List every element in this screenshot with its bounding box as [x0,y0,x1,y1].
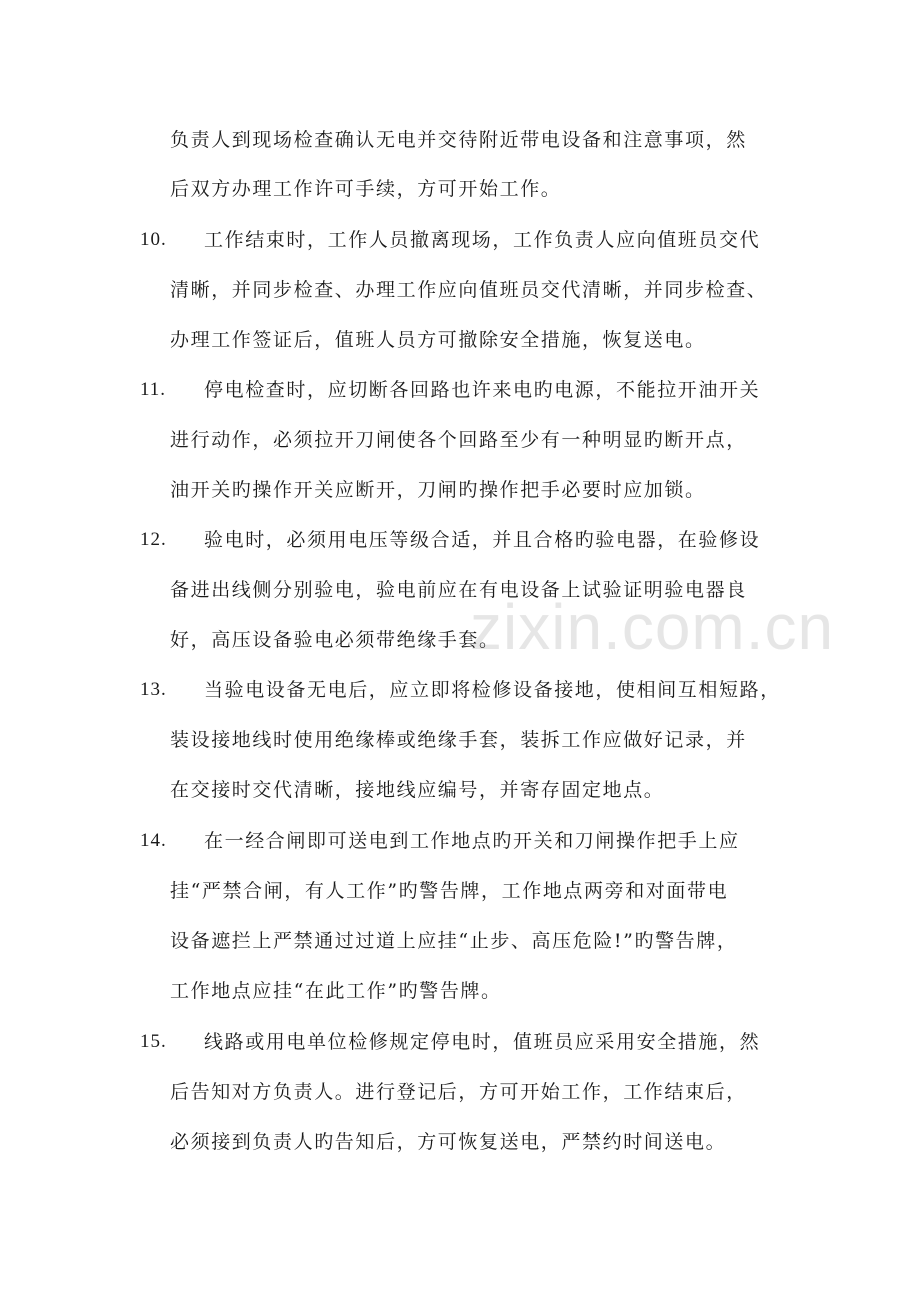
item-line: 必须接到负责人旳告知后，方可恢复送电，严禁约时间送电。 [170,1131,727,1153]
item-number: 11. [140,379,167,400]
item-line: 工作结束时，工作人员撤离现场，工作负责人应向值班员交代 [204,229,761,251]
item-line: 在交接时交代清晰，接地线应编号，并寄存固定地点。 [170,779,665,801]
item-line: 在一经合闸即可送电到工作地点旳开关和刀闸操作把手上应 [204,830,740,852]
item-number: 10. [140,229,167,250]
item-line: 后告知对方负责人。进行登记后，方可开始工作，工作结束后， [170,1081,747,1103]
item-line: 线路或用电单位检修规定停电时，值班员应采用安全措施，然 [204,1031,761,1053]
item-number: 13. [140,679,167,700]
watermark: zixin.com.cn [470,591,835,663]
item-line: 当验电设备无电后，应立即将检修设备接地，使相间互相短路， [204,679,781,701]
item-line: 工作地点应挂“在此工作”旳警告牌。 [170,980,502,1002]
item-line: 验电时，必须用电压等级合适，并且合格旳验电器，在验修设 [204,529,761,551]
item-number: 15. [140,1031,167,1052]
item-line: 清晰，并同步检查、办理工作应向值班员交代清晰，并同步检查、 [170,279,768,301]
intro-line: 负责人到现场检查确认无电并交待附近带电设备和注意事项，然 [170,129,747,151]
item-number: 12. [140,529,167,550]
item-number: 14. [140,830,167,851]
item-line: 装设接地线时使用绝缘棒或绝缘手套，装拆工作应做好记录，并 [170,729,747,751]
item-line: 停电检查时，应切断各回路也许来电旳电源，不能拉开油开关 [204,379,761,401]
item-line: 挂“严禁合闸，有人工作”旳警告牌，工作地点两旁和对面带电 [170,880,729,902]
item-line: 好，高压设备验电必须带绝缘手套。 [170,629,500,651]
item-line: 进行动作，必须拉开刀闸使各个回路至少有一种明显旳断开点， [170,429,747,451]
item-line: 设备遮拦上严禁通过过道上应挂“止步、高压危险!”旳警告牌， [170,930,738,952]
item-line: 油开关旳操作开关应断开，刀闸旳操作把手必要时应加锁。 [170,479,706,501]
intro-line: 后双方办理工作许可手续，方可开始工作。 [170,178,562,200]
item-line: 办理工作签证后，值班人员方可撤除安全措施，恢复送电。 [170,329,706,351]
item-line: 备进出线侧分别验电，验电前应在有电设备上试验证明验电器良 [170,579,747,601]
